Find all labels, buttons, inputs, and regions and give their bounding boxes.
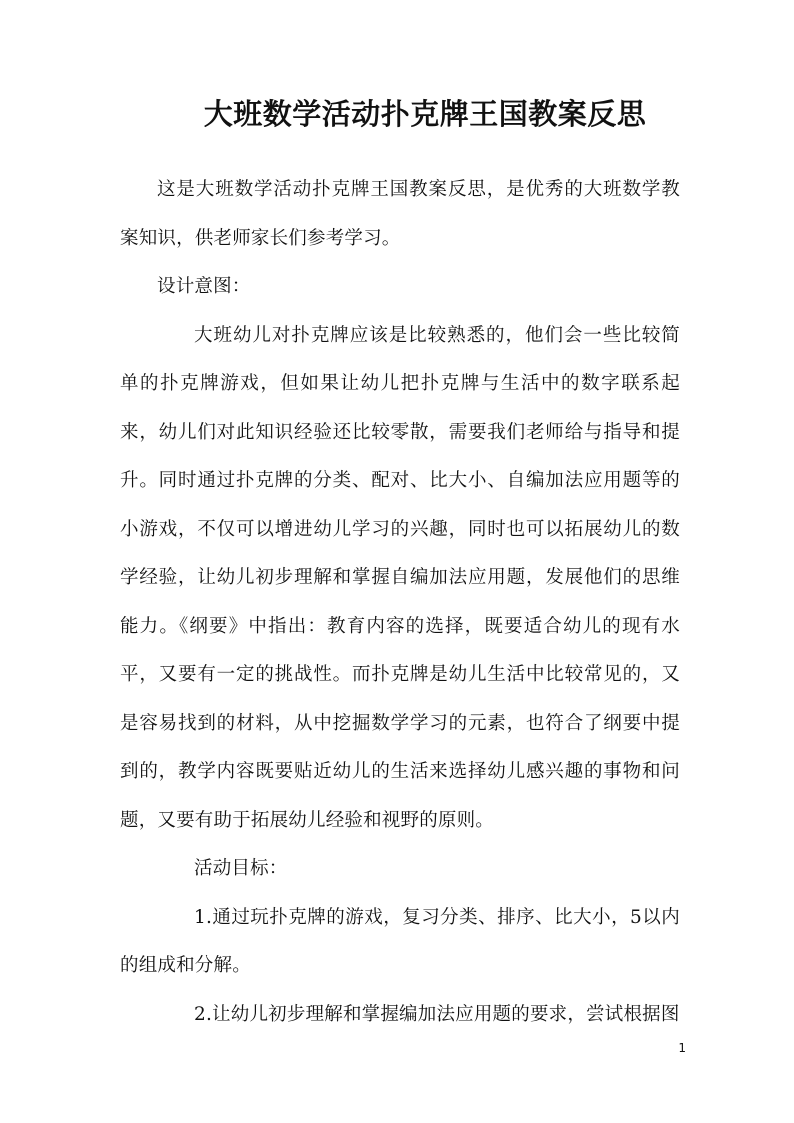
intro-paragraph: 这是大班数学活动扑克牌王国教案反思，是优秀的大班数学教案知识，供老师家长们参考学习。 <box>120 179 680 249</box>
design-intent-paragraph: 大班幼儿对扑克牌应该是比较熟悉的，他们会一些比较简单的扑克牌游戏，但如果让幼儿把扑克牌与生活中的数字联系起来，幼儿们对此知识经验还比较零散，需要我们老师给与指导和提升。同时通过扑克牌的分类、配对、比大小、自编加法应用题等的小游戏，不仅可以增进幼儿学习的兴趣，同时也可以拓展幼儿的数学经验，让幼儿初步理解和掌握自编加法应用题，发展他们的思维能力。《纲要》中指出：教育内容的选择，既要适合幼儿的现有水平，又要有一定的挑战性。而扑克牌是幼儿生活中比较常见的，又是容易找到的材料，从中挖掘数学学习的元素，也符合了纲要中提到的，教学内容既要贴近幼儿的生活来选择幼儿感兴趣的事物和问题，又要有助于拓展幼儿经验和视野的原则。 <box>120 324 680 831</box>
section-heading-design-intent: 设计意图： <box>157 276 251 297</box>
goal-item-2: 2.让幼儿初步理解和掌握编加法应用题的要求，尝试根据图 <box>194 1003 680 1025</box>
goal-item-1: 1.通过玩扑克牌的游戏，复习分类、排序、比大小，5以内的组成和分解。 <box>120 906 680 976</box>
document-body <box>120 166 680 1039</box>
section-heading-activity-goals: 活动目标： <box>194 858 288 879</box>
document-title: 大班数学活动扑克牌王国教案反思 <box>203 97 647 131</box>
page-number: 1 <box>678 1041 686 1055</box>
